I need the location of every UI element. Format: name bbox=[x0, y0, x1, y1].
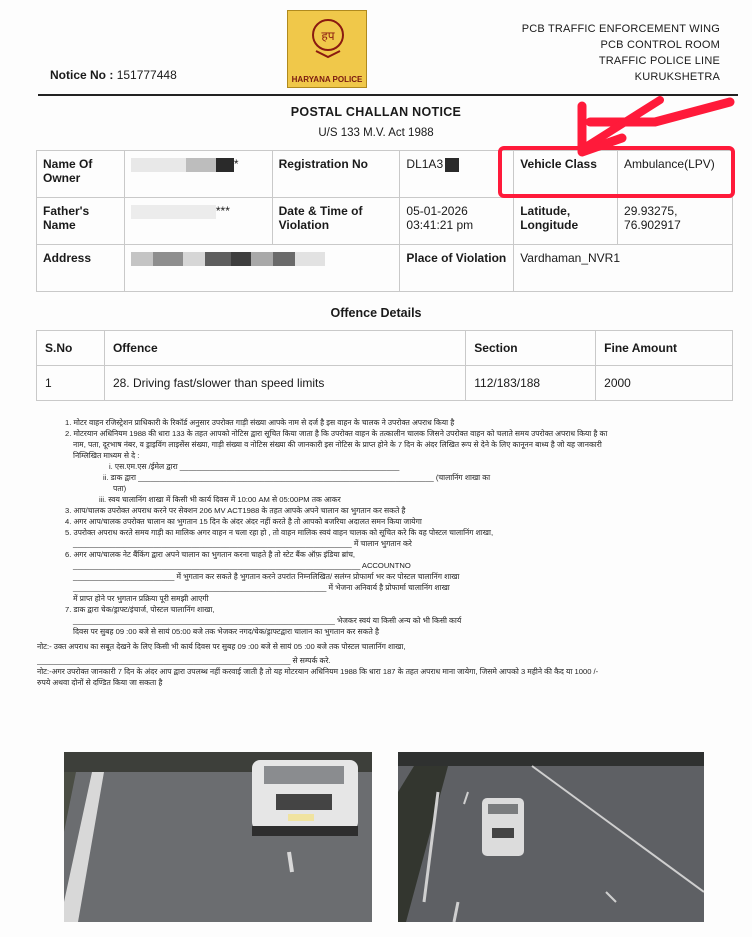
vehicle-class-value: Ambulance(LPV) bbox=[618, 151, 733, 198]
col-fine: Fine Amount bbox=[596, 331, 733, 366]
vehicle-class-label: Vehicle Class bbox=[514, 151, 618, 198]
instruction-line: ii. डाक द्वारा ______________________________________________________________________ (चालानिंग शाखा का bbox=[103, 473, 491, 482]
offence-header-row bbox=[37, 331, 733, 366]
emblem-icon bbox=[308, 17, 348, 61]
col-sno: S.No bbox=[37, 331, 105, 366]
instructions-text bbox=[37, 417, 735, 688]
address-label: Address bbox=[37, 245, 125, 292]
note-line: रुपये अथवा दोनों से दण्डित किया जा सकता है bbox=[37, 678, 163, 687]
page-title: POSTAL CHALLAN NOTICE bbox=[290, 105, 462, 119]
offence-table bbox=[36, 330, 733, 401]
instruction-line: 2. मोटरयान अधिनियम 1988 की धारा 133 के तहत आपको नोटिस द्वारा सूचित किया जाता है कि उपरोक्त वाहन के तत्कालीन चालक जिसने उपरोक्त वाहन को चलाते समय उपरोक्त अपराध किया है का bbox=[65, 429, 608, 438]
note-line: नोट:- उक्त अपराध का सबूत देखने के लिए किसी भी कार्य दिवस पर सुबह 09 :00 बजे से सायं 05 :00 बजे तक पोस्टल चालानिंग शाखा, bbox=[37, 642, 406, 651]
instruction-line: 7. डाक द्वारा चेक/ड्राफ्ट/इंचार्ज, पोस्टल चालानिंग शाखा, bbox=[65, 605, 215, 614]
instruction-line: __________________________________________________________________ में चालान भुगतान करे bbox=[73, 539, 412, 548]
registration-label: Registration No bbox=[272, 151, 400, 198]
col-offence: Offence bbox=[104, 331, 465, 366]
place-value: Vardhaman_NVR1 bbox=[514, 245, 733, 292]
note-line: नोट:-अगर उपरोक्त जानकारी 7 दिन के अंदर आप द्वारा उपलब्ध नहीं करवाई जाती है तो यह मोटरयान अधिनियम 1988 कि धारा 187 के तहत अपराध माना जायेगा, जिसमे आपको 3 महीने की कैद या 1000 /- bbox=[37, 667, 599, 676]
row-section: 112/183/188 bbox=[466, 366, 596, 401]
row-sno: 1 bbox=[37, 366, 105, 401]
evidence-photo-wide bbox=[398, 752, 704, 922]
instruction-line: 3. आप/चालक उपरोक्त अपराध करने पर सेक्शन 206 MV ACT1988 के तहत आपके अपने चालान का भुगतान कर सकते है bbox=[65, 506, 406, 515]
table-row bbox=[37, 366, 733, 401]
annotation-highlight-box bbox=[498, 146, 735, 198]
instruction-line: 6. अगर आप/चालक नेट बैंकिंग द्वारा अपने चालान का भुगतान करना चाहते है तो स्टेट बैंक ऑफ़ इंडिया ब्रांच, bbox=[65, 550, 356, 559]
place-label: Place of Violation bbox=[400, 245, 514, 292]
instruction-line: ________________________ में भुगतान कर सकते है भुगतान करने उपरांत निम्नलिखित/ सलंग्न प्रोफार्मा भर कर पोस्टल चालानिंग शाखा bbox=[73, 572, 460, 581]
registration-value: DL1A3 bbox=[400, 151, 514, 198]
instruction-line: 1. मोटर वाहन रजिस्ट्रेशन प्राधिकारी के रिकॉर्ड अनुसार उपरोक्त गाड़ी संख्या आपके नाम से दर्ज है इस वाहन के चालक ने उपरोक्त अपराध किया है bbox=[65, 418, 455, 427]
instruction-line: निम्लिखित माध्यम से दे : bbox=[73, 451, 140, 460]
instruction-line: पता) bbox=[113, 484, 127, 493]
page-subtitle: U/S 133 M.V. Act 1988 bbox=[318, 127, 434, 139]
offence-section-title: Offence Details bbox=[330, 306, 422, 320]
svg-text:हप: हप bbox=[321, 29, 335, 43]
row-offence: 28. Driving fast/slower than speed limits bbox=[104, 366, 465, 401]
violation-datetime-value: 05-01-2026 03:41:21 pm bbox=[400, 198, 514, 245]
instruction-line: i. एस.एम.एस /ईमेल द्वारा ____________________________________________________ bbox=[109, 462, 400, 471]
instruction-line: में प्राप्त होने पर भुगतान प्रक्रिया पूरी समझी आएगी bbox=[73, 594, 209, 603]
note-line: ____________________________________________________________ से सम्पर्क करे. bbox=[37, 656, 331, 665]
address-value bbox=[124, 245, 400, 292]
owner-label: Name Of Owner bbox=[37, 151, 125, 198]
instruction-line: नाम, पता, दूरभाष नंबर, व ड्राइविंग लाइसेंस संख्या, गाड़ी संख्या व नोटिस संख्या की जानकारी इस नोटिस के प्राप्त होने के 7 दिन के अंदर लिखित रूप से देने के लिए कानूनन बाध्य है जो यह जानकारी bbox=[73, 440, 602, 449]
instruction-line: iii. स्वय चालानिंग शाखा में किसी भी कार्य दिवस में 10:00 AM से 05:00PM तक आकर bbox=[99, 495, 341, 504]
lat-lon-label: Latitude, Longitude bbox=[514, 198, 618, 245]
notice-number: Notice No : 151777448 bbox=[50, 68, 177, 82]
instruction-line: 5. उपरोक्त अपराध करते समय गाड़ी का मालिक अगर वाहन न चला रहा हो , तो वाहन मालिक स्वयं वाहन चालक को सूचित करे कि वह पोस्टल चालानिंग शाखा, bbox=[65, 528, 494, 537]
evidence-photo-close bbox=[64, 752, 372, 922]
instruction-line: 4. अगर आप/चालक उपरोक्त चालान का भुगतान 15 दिन के अंदर अंदर नहीं करते है तो आपको बजरिया अदालत समन किया जायेगा bbox=[65, 517, 422, 526]
owner-value: * bbox=[124, 151, 272, 198]
office-address: PCB TRAFFIC ENFORCEMENT WING PCB CONTROL ROOM TRAFFIC POLICE LINE KURUKSHETRA bbox=[521, 23, 720, 83]
lat-lon-value: 29.93275, 76.902917 bbox=[618, 198, 733, 245]
instruction-line: ______________________________________________________________ भेजकर स्वयं या किसी अन्य को भी किसी कार्य bbox=[73, 616, 462, 625]
col-section: Section bbox=[466, 331, 596, 366]
father-name-label: Father's Name bbox=[37, 198, 125, 245]
instruction-line: ____________________________________________________________ में भेजना अनिवार्य है प्रोफार्मा चालानिंग शाखा bbox=[73, 583, 450, 592]
instruction-line: ____________________________________________________________________ ACCOUNTNO bbox=[73, 561, 411, 570]
instruction-line: दिवस पर सुबह 09 :00 बजे से सायं 05:00 बजे तक भेजकर नगद/चेक/ड्राफ्टद्वारा चालान का भुगतान कर सकते है bbox=[73, 627, 380, 636]
father-name-value: *** bbox=[124, 198, 272, 245]
haryana-police-logo: हप HARYANA POLICE bbox=[287, 10, 367, 88]
violation-datetime-label: Date & Time of Violation bbox=[272, 198, 400, 245]
row-fine: 2000 bbox=[596, 366, 733, 401]
